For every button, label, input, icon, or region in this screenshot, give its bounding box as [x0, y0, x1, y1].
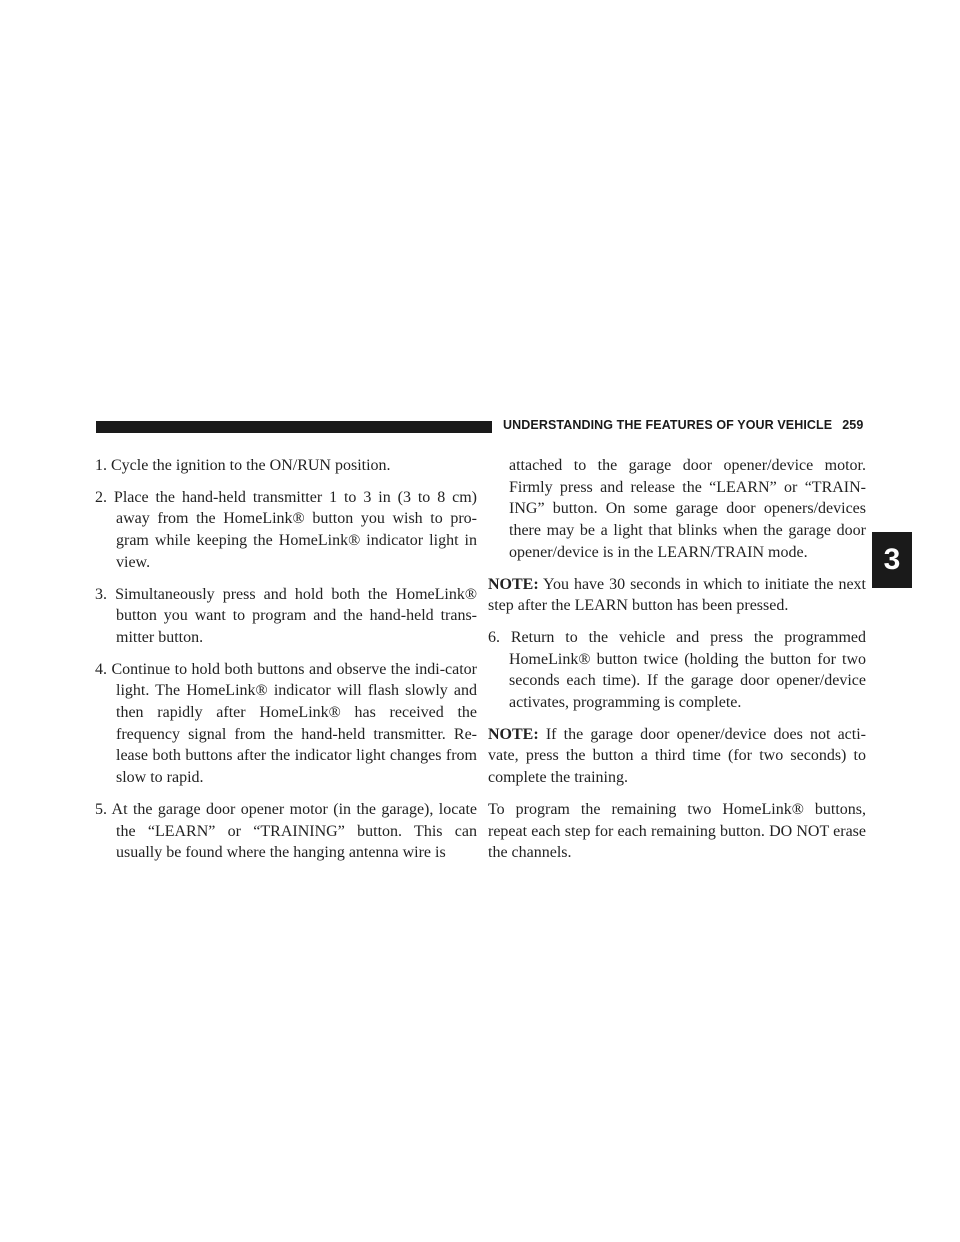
step-number: 2. [95, 488, 107, 506]
step-3 [95, 584, 477, 649]
step-2 [95, 487, 477, 574]
running-header [503, 418, 863, 432]
step-text: Cycle the ignition to the ON/RUN position. [111, 457, 391, 474]
note-2 [488, 724, 866, 789]
left-column [95, 455, 477, 874]
page-number: 259 [842, 418, 864, 432]
step-text: Simultaneously press and hold both the HomeLink® button you want to program and the hand-held trans-mitter button. [115, 585, 477, 646]
note-text: You have 30 seconds in which to initiate the next step after the LEARN button has been pressed. [488, 575, 866, 615]
step-number: 6. [488, 628, 500, 646]
note-label: NOTE: [488, 575, 539, 593]
note-text: If the garage door opener/device does not acti-vate, press the button a third time (for two seconds) to complete the training. [488, 725, 866, 787]
section-title: UNDERSTANDING THE FEATURES OF YOUR VEHICLE [503, 418, 833, 432]
step-text: Return to the vehicle and press the programmed HomeLink® button twice (holding the button for two seconds each time). If the garage door opener/device activates, programming is complete. [509, 628, 867, 712]
step-6 [488, 627, 866, 714]
step-text: Place the hand-held transmitter 1 to 3 in (3 to 8 cm) away from the HomeLink® button you wish to pro-gram while keeping the HomeLink® indicator light in view. [113, 488, 477, 571]
step-text: At the garage door opener motor (in the garage), locate the “LEARN” or “TRAINING” button. This can usually be found where the hanging antenna wire is [111, 800, 477, 862]
note-label: NOTE: [488, 725, 539, 743]
step-text: Continue to hold both buttons and observe the indi-cator light. The HomeLink® indicator will flash slowly and then rapidly after HomeLink® has received the frequency signal from the hand-held transmitter. Re-lease both buttons after the indicator light changes from slow to rapid. [111, 660, 478, 787]
step-5-continued: attached to the garage door opener/device motor. Firmly press and release the “LEARN” or “TRAIN-ING” button. On some garage door openers/devices there may be a light that blinks when the garage door opener/device is in the LEARN/TRAIN mode. [509, 457, 866, 561]
step-4 [95, 659, 477, 789]
step-5 [95, 799, 477, 864]
closing-paragraph: To program the remaining two HomeLink® buttons, repeat each step for each remaining button. DO NOT erase the channels. [488, 800, 866, 862]
step-number: 5. [95, 800, 107, 818]
right-column [488, 455, 866, 874]
step-number: 1. [95, 457, 107, 474]
header-rule-bar [96, 421, 492, 433]
chapter-tab: 3 [872, 532, 912, 588]
step-1 [95, 455, 477, 477]
step-number: 4. [95, 660, 107, 678]
note-1 [488, 574, 866, 617]
step-number: 3. [95, 585, 107, 603]
